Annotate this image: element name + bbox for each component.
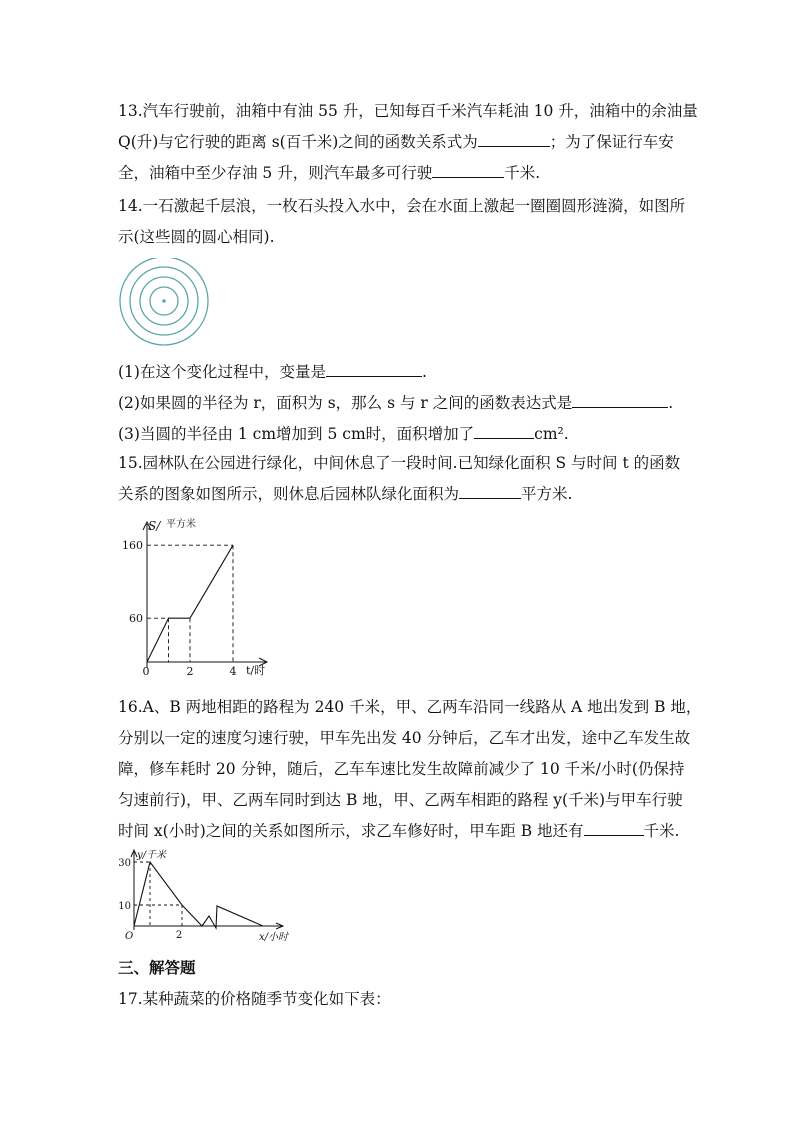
ripple-center-dot [162, 299, 166, 303]
q13-line-2-text: Q(升)与它行驶的距离 s(百千米)之间的函数关系式为 [118, 133, 478, 151]
chart1-x-tick-0: 0 [142, 665, 150, 678]
q16-line-4: 匀速前行)，甲、乙两车同时到达 B 地，甲、乙两车相距的路程 y(千米)与甲车行驶 [118, 791, 683, 809]
q16-line-5-tail: 千米. [643, 822, 680, 840]
chart2-x-tick-2: 2 [175, 930, 183, 941]
q16-line-3: 障，修车耗时 20 分钟，随后，乙车车速比发生故障前减少了 10 千米/小时(仍保持 [118, 760, 685, 778]
ripple-figure [117, 258, 211, 352]
chart2-x-axis-label: x/小时 [259, 932, 289, 943]
q14-line-2: 示(这些圆的圆心相同). [118, 228, 275, 246]
chart1-axes [143, 522, 267, 668]
chart1-x-tick-4: 4 [229, 665, 237, 678]
chart1-x-tick-2: 2 [186, 665, 194, 678]
q15-blank[interactable] [459, 484, 521, 499]
q14-part-3-text: (3)当圆的半径由 1 cm增加到 5 cm时，面积增加了 [118, 425, 475, 443]
q14-part-2 [118, 393, 673, 413]
chart1-x-axis-label: t/时 [246, 664, 266, 677]
chart2-series-line [134, 862, 263, 928]
chart1-y-axis-unit: 平方米 [166, 519, 196, 530]
q16-line-5 [118, 821, 679, 841]
q14-blank-3[interactable] [474, 424, 534, 439]
q14-part-2-text: (2)如果圆的半径为 r，面积为 s，那么 s 与 r 之间的函数表达式是 [118, 394, 573, 412]
chart2-origin-label: O [125, 931, 134, 942]
chart1-guides [147, 545, 233, 662]
q13-line-3-text: 全，油箱中至少存油 5 升，则汽车最多可行驶 [118, 164, 433, 182]
chart2-guides [134, 862, 182, 926]
chart1-series-line [147, 545, 233, 662]
q16-line-2: 分别以一定的速度匀速行驶，甲车先出发 40 分钟后，乙车才出发，途中乙车发生故 [118, 729, 691, 747]
q13-blank-2[interactable] [432, 163, 504, 178]
q14-blank-1[interactable] [326, 362, 422, 377]
q17-line-1: 17.某种蔬菜的价格随季节变化如下表： [118, 990, 391, 1008]
chart1-y-tick-60: 60 [129, 612, 143, 626]
chart2-y-tick-30: 30 [118, 858, 131, 869]
section-heading: 三、解答题 [118, 958, 196, 977]
chart1-y-axis-symbol: S/ [148, 519, 161, 533]
q16-line-1: 16.A、B 两地相距的路程为 240 千米，甲、乙两车沿同一线路从 A 地出发到 B 地， [118, 698, 702, 716]
q16-line-5-text: 时间 x(小时)之间的关系如图所示，求乙车修好时，甲车距 B 地还有 [118, 822, 584, 840]
q14-part-1-text: (1)在这个变化过程中，变量是 [118, 363, 326, 381]
q14-part-3-tail: cm². [534, 425, 569, 443]
q15-line-2 [118, 484, 572, 504]
q15-line-2-text: 关系的图象如图所示，则休息后园林队绿化面积为 [118, 485, 460, 503]
q14-part-1-tail: . [421, 363, 427, 381]
distance-time-chart [116, 846, 298, 944]
q13-line-2 [118, 132, 674, 152]
q13-line-3 [118, 163, 540, 183]
q14-blank-2[interactable] [572, 393, 668, 408]
q13-line-3-tail: 千米. [504, 164, 541, 182]
chart2-y-axis-label: y/千米 [137, 850, 167, 861]
q15-line-1: 15.园林队在公园进行绿化，中间休息了一段时间.已知绿化面积 S 与时间 t 的函数 [118, 454, 681, 472]
area-time-chart [118, 512, 278, 680]
q14-line-1: 14.一石激起千层浪，一枚石头投入水中，会在水面上激起一圈圈圆形涟漪，如图所 [118, 197, 686, 215]
q13-line-2-tail: ；为了保证行车安 [549, 133, 674, 151]
q15-line-2-tail: 平方米. [521, 485, 573, 503]
q14-part-2-tail: . [668, 394, 674, 412]
q14-part-1 [118, 362, 427, 382]
q14-part-3 [118, 424, 569, 444]
chart2-y-tick-10: 10 [118, 901, 131, 912]
q13-line-1: 13.汽车行驶前，油箱中有油 55 升，已知每百千米汽车耗油 10 升，油箱中的余油量 [118, 102, 698, 120]
q16-blank[interactable] [584, 821, 644, 836]
chart1-y-tick-160: 160 [122, 539, 143, 553]
q13-blank-1[interactable] [478, 132, 550, 147]
